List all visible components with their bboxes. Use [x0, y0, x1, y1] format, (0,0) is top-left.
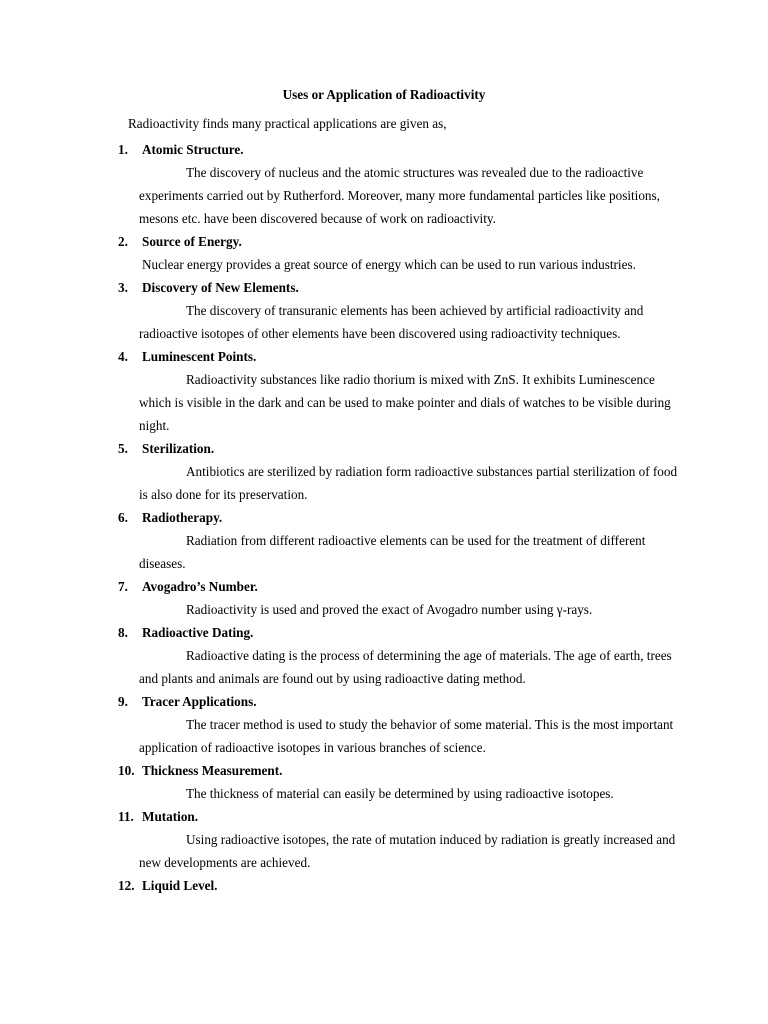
item-text	[139, 460, 678, 506]
item-heading: Mutation.	[142, 809, 199, 824]
applications-list	[118, 138, 678, 897]
item-number: 9.	[118, 694, 128, 709]
list-item	[118, 575, 678, 621]
item-heading: Radiotherapy.	[142, 510, 223, 525]
list-item	[118, 345, 678, 437]
item-heading: Sterilization.	[142, 441, 215, 456]
item-heading: Tracer Applications.	[142, 694, 257, 709]
page-title: Uses or Application of Radioactivity	[282, 87, 486, 102]
item-number: 6.	[118, 510, 128, 525]
list-item	[118, 437, 678, 506]
item-heading: Avogadro’s Number.	[142, 579, 258, 594]
item-number: 12.	[118, 878, 135, 893]
item-text-content: Radioactivity is used and proved the exact of Avogadro number using γ-rays.	[186, 602, 593, 617]
list-item	[118, 805, 678, 874]
item-heading: Luminescent Points.	[142, 349, 257, 364]
item-text	[139, 644, 678, 690]
item-text	[139, 713, 678, 759]
item-text	[139, 368, 678, 437]
list-item	[118, 230, 678, 276]
item-number: 4.	[118, 349, 128, 364]
item-text-content: Radiation from different radioactive elements can be used for the treatment of different diseases.	[139, 533, 646, 571]
item-number: 2.	[118, 234, 128, 249]
list-item	[118, 690, 678, 759]
item-number: 1.	[118, 142, 128, 157]
item-text-content: The thickness of material can easily be determined by using radioactive isotopes.	[186, 786, 614, 801]
item-heading: Thickness Measurement.	[142, 763, 283, 778]
item-text-content: Radioactivity substances like radio thorium is mixed with ZnS. It exhibits Luminescence which is visible in the dark and can be used to make pointer and dials of watches to be visible during night.	[139, 372, 671, 433]
list-item	[118, 621, 678, 690]
item-text	[139, 299, 678, 345]
item-number: 8.	[118, 625, 128, 640]
item-number: 11.	[118, 809, 134, 824]
item-text	[139, 529, 678, 575]
item-heading: Source of Energy.	[142, 234, 242, 249]
item-text	[139, 598, 678, 621]
list-item	[118, 506, 678, 575]
item-number: 10.	[118, 763, 135, 778]
item-number: 5.	[118, 441, 128, 456]
item-text-content: The tracer method is used to study the behavior of some material. This is the most important application of radioactive isotopes in various branches of science.	[139, 717, 674, 755]
list-item	[118, 759, 678, 805]
item-text	[139, 782, 678, 805]
list-item	[118, 276, 678, 345]
item-number: 7.	[118, 579, 128, 594]
list-item	[118, 874, 678, 897]
item-text-content: The discovery of nucleus and the atomic structures was revealed due to the radioactive experiments carried out by Rutherford. Moreover, many more fundamental particles like positions, mesons etc. have been discovered because of work on radioactivity.	[139, 165, 660, 226]
item-heading: Atomic Structure.	[142, 142, 244, 157]
item-text-content: Using radioactive isotopes, the rate of mutation induced by radiation is greatly increased and new developments are achieved.	[139, 832, 676, 870]
item-text-content: Nuclear energy provides a great source of energy which can be used to run various industries.	[142, 257, 636, 272]
item-text	[139, 828, 678, 874]
item-number: 3.	[118, 280, 128, 295]
item-heading: Liquid Level.	[142, 878, 218, 893]
intro-text: Radioactivity finds many practical applications are given as,	[128, 116, 447, 131]
item-text-content: Antibiotics are sterilized by radiation form radioactive substances partial sterilization of food is also done for its preservation.	[139, 464, 678, 502]
item-text	[142, 253, 678, 276]
item-heading: Discovery of New Elements.	[142, 280, 299, 295]
list-item	[118, 138, 678, 230]
item-text-content: Radioactive dating is the process of determining the age of materials. The age of earth, trees and plants and animals are found out by using radioactive dating method.	[139, 648, 672, 686]
item-text-content: The discovery of transuranic elements has been achieved by artificial radioactivity and radioactive isotopes of other elements have been discovered using radioactivity techniques.	[139, 303, 644, 341]
item-text	[139, 161, 678, 230]
item-heading: Radioactive Dating.	[142, 625, 254, 640]
